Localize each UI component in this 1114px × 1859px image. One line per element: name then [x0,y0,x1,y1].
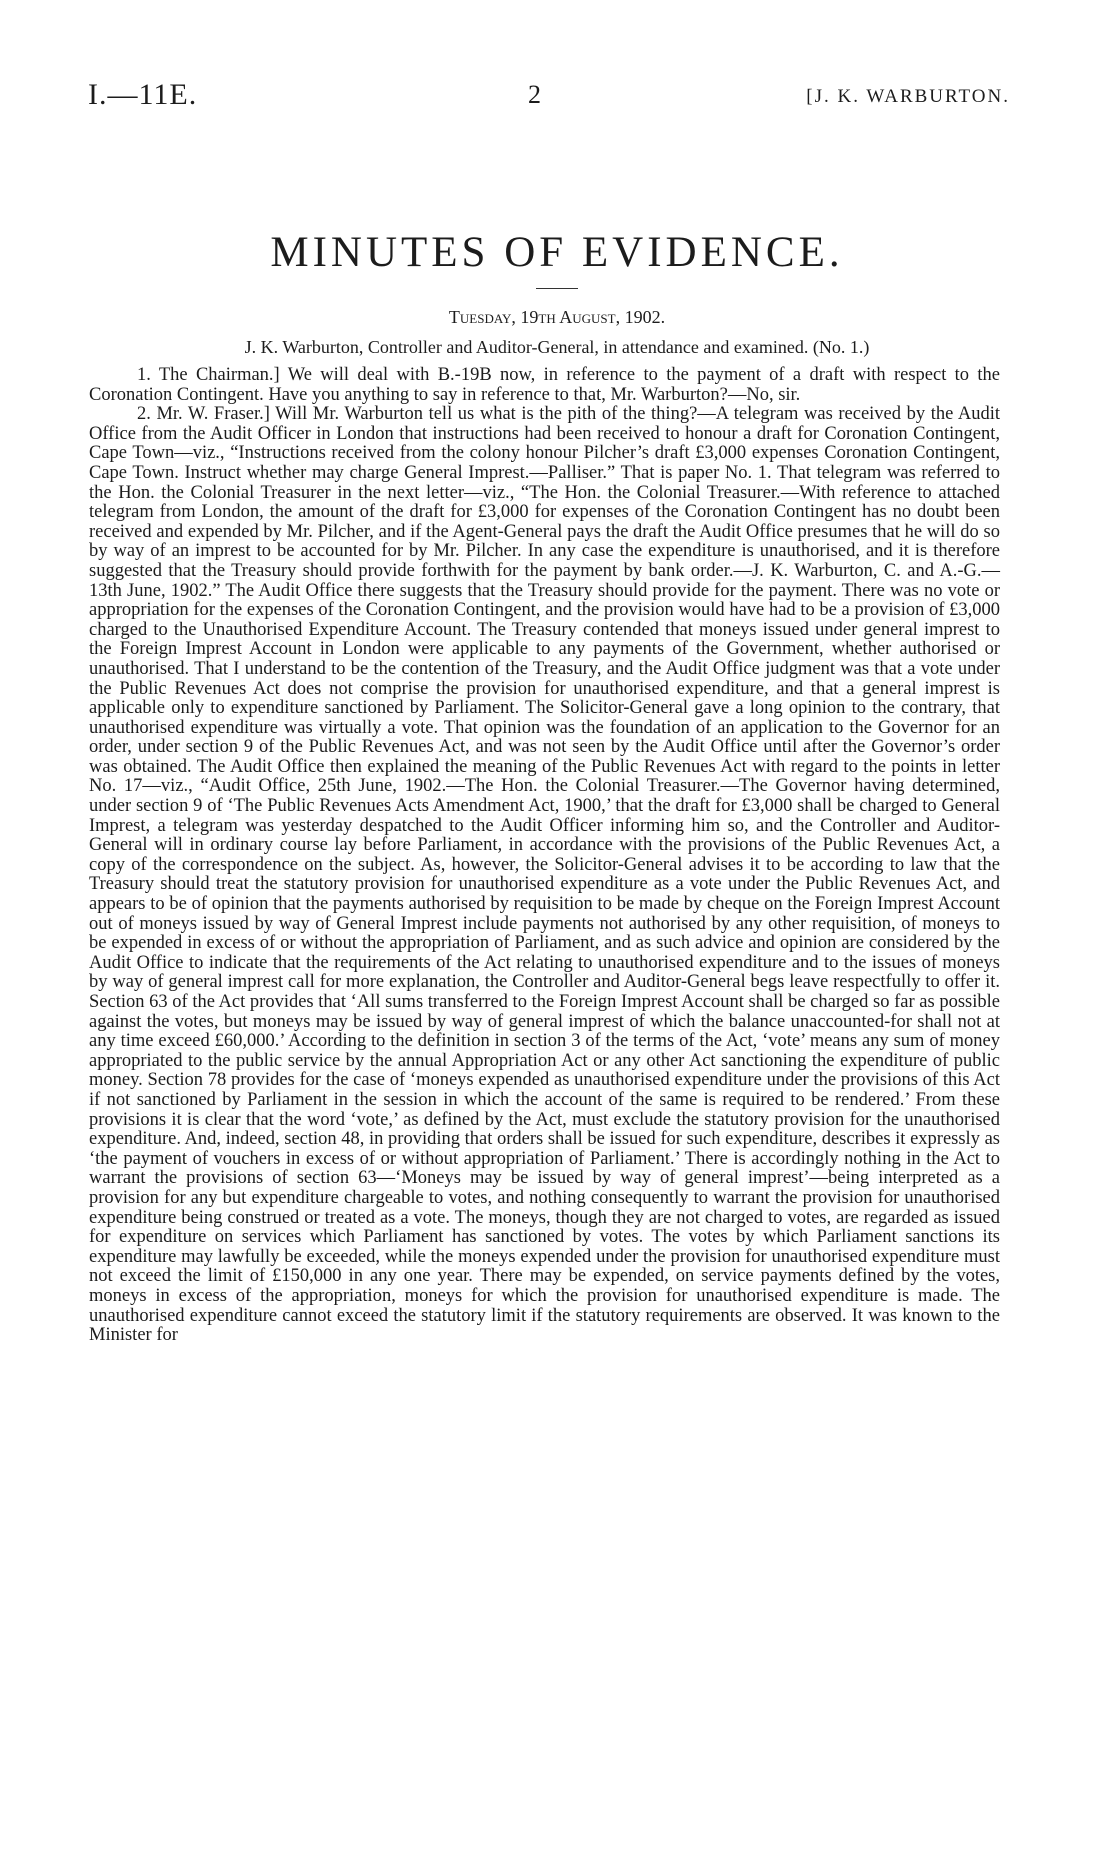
session-date: Tuesday, 19th August, 1902. [448,307,666,327]
witness-running-head: [J. K. WARBURTON. [806,86,1010,107]
page-header [88,78,1010,112]
page-title: MINUTES OF EVIDENCE. [270,229,844,276]
document-reference: I.—11E. [88,78,198,111]
title-divider [536,288,578,289]
evidence-paragraph-1: 1. The Chairman.] We will deal with B.-19B now, in reference to the payment of a draft with respect to the Coronation Contingent. Have you anything to say in reference to that, Mr. Warburton?—No, sir. [89,365,1000,405]
evidence-paragraph-2: 2. Mr. W. Fraser.] Will Mr. Warburton tell us what is the pith of the thing?—A telegram was received by the Audit Office from the Audit Officer in London that instructions had been received to honour a draft for Coronation Contingent, Cape Town—viz., “Instructions received from the colony honour Pilcher’s draft £3,000 expenses Coronation Contingent, Cape Town. Instruct whether may charge General Imprest.—Palliser.” That is paper No. 1. That telegram was referred to the Hon. the Colonial Treasurer in the next letter—viz., “The Hon. the Colonial Treasurer.—With reference to attached telegram from London, the amount of the draft for £3,000 for expenses of the Coronation Contingent has no doubt been received and expended by Mr. Pilcher, and if the Agent-General pays the draft the Audit Office presumes that he will do so by way of an imprest to be accounted for by Mr. Pilcher. In any case the expenditure is unauthorised, and it is therefore suggested that the Treasury should provide forthwith for the payment by bank order.—J. K. Warburton, C. and A.-G.—13th June, 1902.” The Audit Office there suggests that the Treasury should provide for the payment. There was no vote or appropriation for the expenses of the Coronation Contingent, and the provision would have had to be a provision of £3,000 charged to the Unauthorised Expenditure Account. The Treasury contended that moneys issued under general imprest to the Foreign Imprest Account in London were applicable to any payments of the Government, whether authorised or unauthorised. That I understand to be the contention of the Treasury, and the Audit Office judgment was that a vote under the Public Revenues Act does not comprise the provision for unauthorised expenditure, and that a general imprest is applicable only to expenditure sanctioned by Parliament. The Solicitor-General gave a long opinion to the contrary, that unauthorised expenditure was virtually a vote. That opinion was the foundation of an application to the Governor for an order, under section 9 of the Public Revenues Act, and was not seen by the Audit Office until after the Governor’s order was obtained. The Audit Office then explained the meaning of the Public Revenues Act with regard to the points in letter No. 17—viz., “Audit Office, 25th June, 1902.—The Hon. the Colonial Treasurer.—The Governor having determined, under section 9 of ‘The Public Revenues Acts Amendment Act, 1900,’ that the draft for £3,000 shall be charged to General Imprest, a telegram was yesterday despatched to the Audit Officer informing him so, and the Controller and Auditor-General will in ordinary course lay before Parliament, in accordance with the provisions of the Public Revenues Act, a copy of the correspondence on the subject. As, however, the Solicitor-General advises it to be according to law that the Treasury should treat the statutory provision for unauthorised expenditure as a vote under the Public Revenues Act, and appears to be of opinion that the payments authorised by requisition to be made by cheque on the Foreign Imprest Account out of moneys issued by way of General Imprest include payments not authorised by any other requisition, of moneys to be expended in excess of or without the appropriation of Parliament, and as such advice and opinion are considered by the Audit Office to indicate that the requirements of the Act relating to unauthorised expenditure and to the issues of moneys by way of general imprest call for more explanation, the Controller and Auditor-General begs leave respectfully to offer it. Section 63 of the Act provides that ‘All sums transferred to the Foreign Imprest Account shall be charged so far as possible against the votes, but moneys may be issued by way of general imprest of which the balance unaccounted-for shall not at any time exceed £60,000.’ According to the definition in section 3 of the terms of the Act, ‘vote’ means any sum of money appropriated to the public service by the annual Appropriation Act or any other Act sanctioning the expenditure of public money. Section 78 provides for the case of ‘moneys expended as unauthorised expenditure under the provisions of this Act if not sanctioned by Parliament in the session in which the account of the same is required to be rendered.’ From these provisions it is clear that the word ‘vote,’ as defined by the Act, must exclude the statutory provision for the unauthorised expenditure. And, indeed, section 48, in providing that orders shall be issued for such expenditure, describes it expressly as ‘the payment of vouchers in excess of or without appropriation of Parliament.’ There is accordingly nothing in the Act to warrant the provisions of section 63—‘Moneys may be issued by way of general imprest’—being interpreted as a provision for any but expenditure chargeable to votes, and nothing consequently to warrant the provision for unauthorised expenditure being construed or treated as a vote. The moneys, though they are not charged to votes, are regarded as issued for expenditure on services which Parliament has sanctioned by votes. The votes by which Parliament sanctions its expenditure may lawfully be exceeded, while the moneys expended under the provision for unauthorised expenditure must not exceed the limit of £150,000 in any one year. There may be expended, on service payments defined by the votes, moneys in excess of the appropriation, moneys for which the provision for unauthorised expenditure is made. The unauthorised expenditure cannot exceed the statutory limit if the statutory requirements are observed. It was known to the Minister for [89,404,1000,1346]
witness-line: J. K. Warburton, Controller and Auditor-General, in attendance and examined. (No. 1.) [244,337,870,357]
evidence-body [89,366,1000,1346]
page-number: 2 [528,80,541,109]
